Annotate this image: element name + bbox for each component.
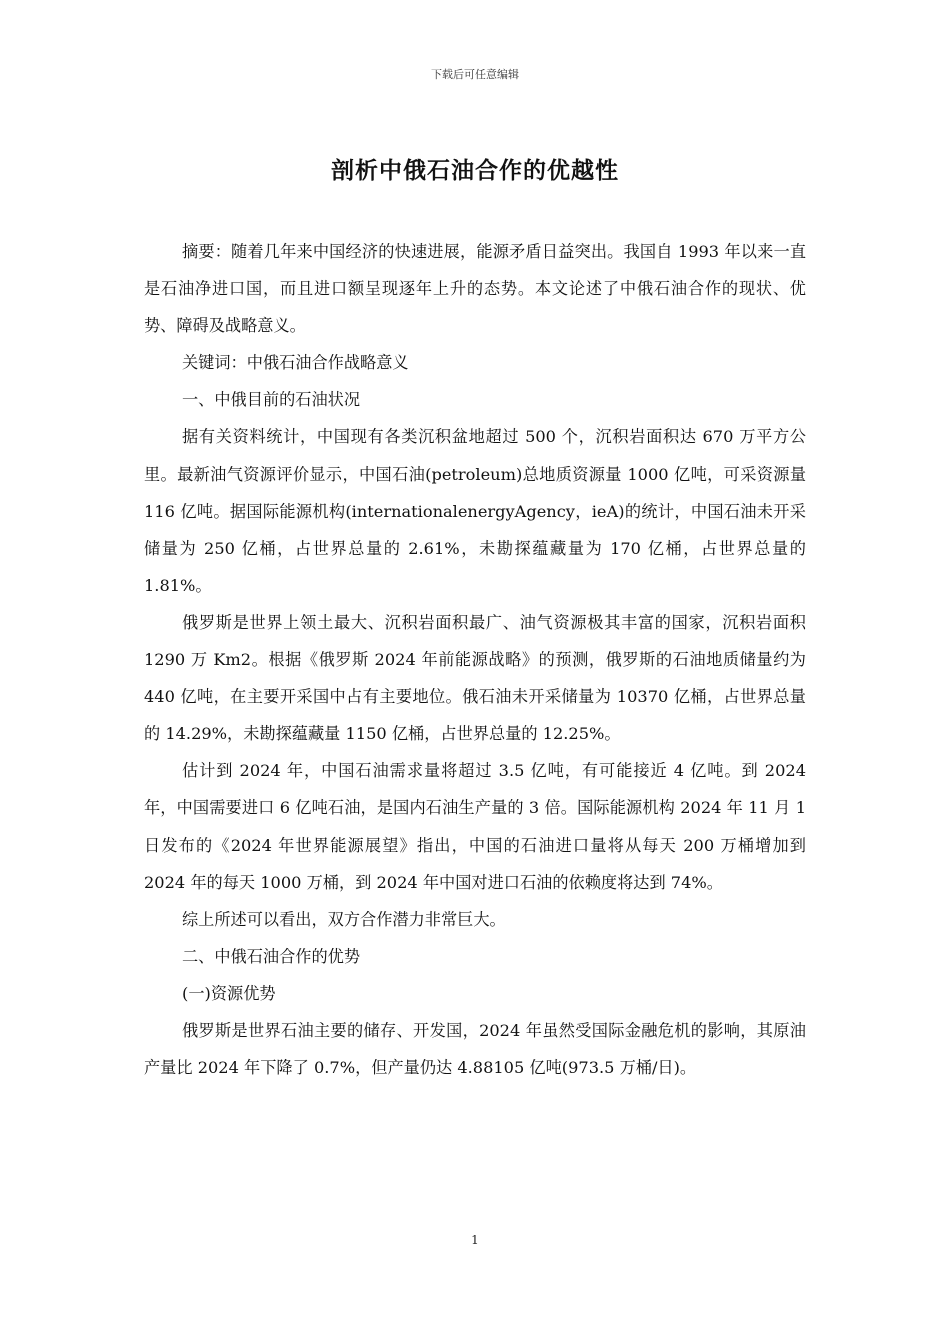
- document-title: 剖析中俄石油合作的优越性: [331, 158, 619, 184]
- subsection-heading: (一)资源优势: [182, 983, 276, 1003]
- header-note: 下载后可任意编辑: [431, 68, 519, 81]
- body-paragraph: 综上所述可以看出，双方合作潜力非常巨大。: [182, 909, 506, 929]
- body-paragraph: 俄罗斯是世界石油主要的储存、开发国，2024 年虽然受国际金融危机的影响，其原油产量比 2024 年下降了 0.7%，但产量仍达 4.88105 亿吨(973.5 万桶/日)。: [144, 1020, 806, 1078]
- page-number: 1: [471, 1233, 479, 1247]
- section-heading-1: 一、中俄目前的石油状况: [182, 390, 361, 410]
- body-paragraph: 估计到 2024 年，中国石油需求量将超过 3.5 亿吨，有可能接近 4 亿吨。到 2024 年，中国需要进口 6 亿吨石油，是国内石油生产量的 3 倍。国际能源机构 2024 年 11 月 1 日发布的《2024 年世界能源展望》指出，中国的石油进口量将从每天 200 万桶增加到 2024 年的每天 1000 万桶，到 2024 年中国对进口石油的依赖度将达到 74%。: [144, 761, 806, 892]
- body-paragraph: 据有关资料统计，中国现有各类沉积盆地超过 500 个，沉积岩面积达 670 万平方公里。最新油气资源评价显示，中国石油(petroleum)总地质资源量 1000 亿吨，可采资源量 116 亿吨。据国际能源机构(internationalenergyAgency，ieA)的统计，中国石油未开采储量为 250 亿桶，占世界总量的 2.61%，未勘探蕴藏量为 170 亿桶，占世界总量的 1.81%。: [144, 427, 806, 595]
- abstract-paragraph: 摘要：随着几年来中国经济的快速进展，能源矛盾日益突出。我国自 1993 年以来一直是石油净进口国，而且进口额呈现逐年上升的态势。本文论述了中俄石油合作的现状、优势、障碍及战略意义。: [144, 242, 806, 336]
- section-heading-2: 二、中俄石油合作的优势: [182, 946, 361, 966]
- body-paragraph: 俄罗斯是世界上领土最大、沉积岩面积最广、油气资源极其丰富的国家，沉积岩面积 1290 万 Km2。根据《俄罗斯 2024 年前能源战略》的预测，俄罗斯的石油地质储量约为 440 亿吨，在主要开采国中占有主要地位。俄石油未开采储量为 10370 亿桶，占世界总量的 14.29%，未勘探蕴藏量 1150 亿桶，占世界总量的 12.25%。: [144, 612, 806, 744]
- document-body: [144, 233, 806, 1086]
- keywords-paragraph: 关键词：中俄石油合作战略意义: [182, 353, 409, 373]
